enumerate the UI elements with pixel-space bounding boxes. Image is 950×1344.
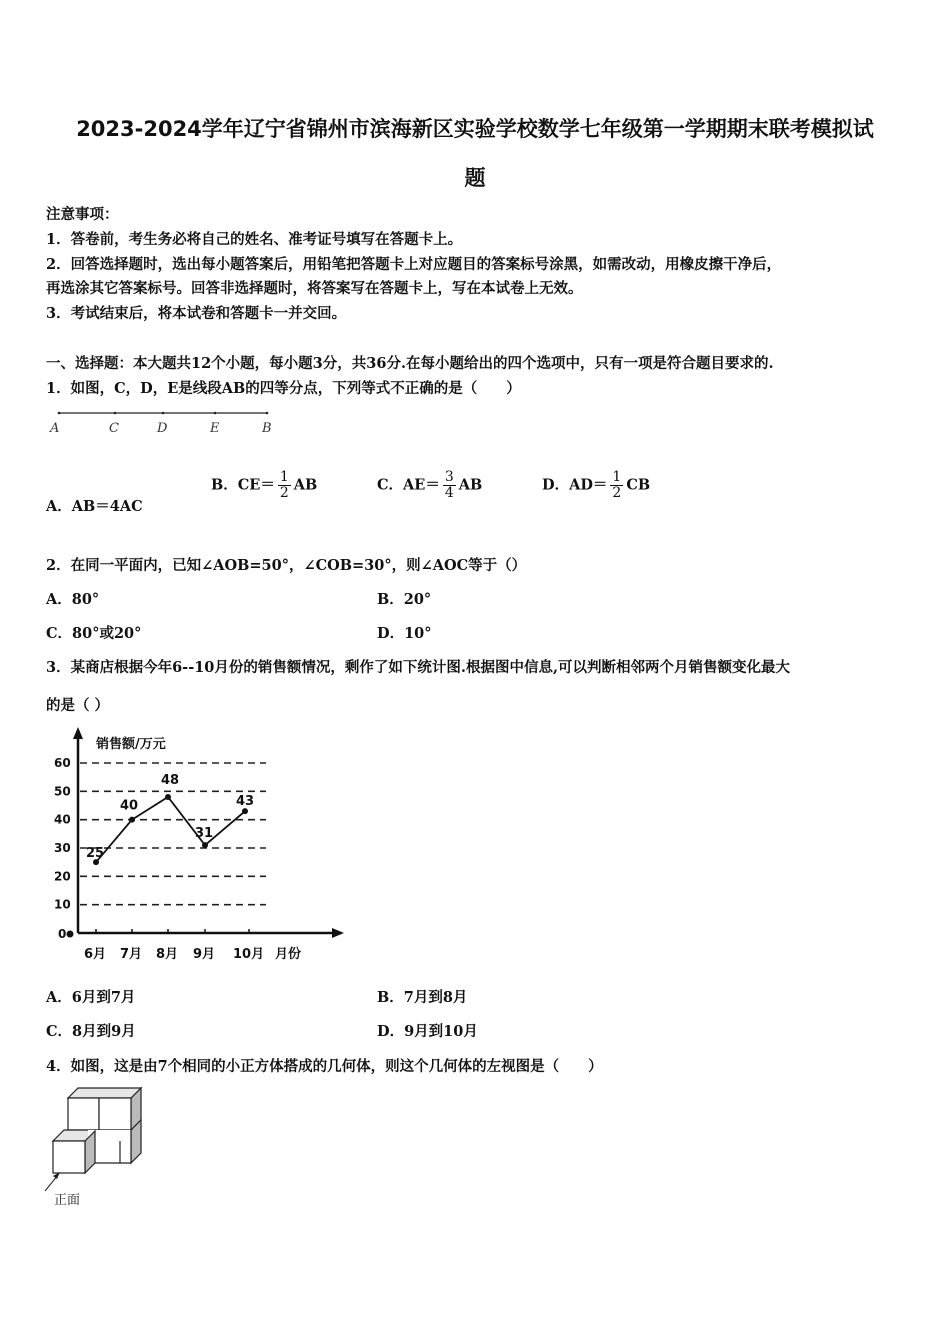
notice-item: 再选涂其它答案标号。回答非选择题时，将答案写在答题卡上，写在本试卷上无效。 bbox=[46, 280, 583, 297]
section-heading: 一、选择题：本大题共12个小题，每小题3分，共36分.在每小题给出的四个选项中，只有一项是符合题目要求的. bbox=[46, 355, 774, 372]
q1-option-b[interactable] bbox=[211, 470, 317, 501]
y-tick-label: 20 bbox=[54, 869, 71, 884]
question-3-stem-continued: 的是（ ） bbox=[46, 697, 110, 714]
page-title: 2023-2024学年辽宁省锦州市滨海新区实验学校数学七年级第一学期期末联考模拟试 bbox=[76, 117, 874, 141]
option-text: A．AB＝4AC bbox=[46, 498, 143, 515]
q2-option-b[interactable]: B．20° bbox=[377, 591, 432, 608]
x-tick-label: 6月 bbox=[84, 947, 107, 962]
point-label-b: B bbox=[262, 421, 272, 436]
x-tick-label: 9月 bbox=[193, 947, 216, 962]
question-4-stem: 4．如图，这是由7个相同的小正方体搭成的几何体，则这个几何体的左视图是（ ） bbox=[46, 1058, 603, 1075]
data-point bbox=[129, 817, 135, 823]
q1-option-d[interactable] bbox=[542, 470, 650, 501]
x-tick-label: 10月 bbox=[233, 947, 265, 962]
point-label-d: D bbox=[157, 421, 168, 436]
question-1-stem: 1．如图，C，D，E是线段AB的四等分点，下列等式不正确的是（ ） bbox=[46, 380, 521, 397]
y-tick-label: 40 bbox=[54, 812, 71, 827]
y-tick-label: 0 bbox=[58, 927, 67, 941]
fraction bbox=[610, 470, 623, 501]
point-label-c: C bbox=[109, 421, 119, 436]
series-line bbox=[96, 797, 245, 862]
fraction-numerator: 1 bbox=[612, 469, 622, 485]
line-segment-figure bbox=[44, 403, 284, 439]
fraction-numerator: 1 bbox=[279, 469, 289, 485]
notice-item: 2．回答选择题时，选出每小题答案后，用铅笔把答题卡上对应题目的答案标号涂黑，如需改动，用橡皮擦干净后， bbox=[46, 256, 782, 273]
q1-option-a[interactable] bbox=[46, 495, 143, 516]
front-label: 正面 bbox=[54, 1193, 81, 1208]
option-text: AB bbox=[293, 476, 318, 494]
q3-option-c[interactable]: C．8月到9月 bbox=[46, 1023, 136, 1040]
data-label: 43 bbox=[236, 794, 255, 810]
data-label: 31 bbox=[195, 826, 214, 842]
option-text: CB bbox=[626, 476, 651, 494]
sales-line-chart bbox=[44, 725, 354, 970]
y-tick-label: 50 bbox=[54, 784, 71, 799]
fraction bbox=[443, 470, 456, 501]
data-label: 40 bbox=[120, 798, 139, 814]
y-axis-arrow bbox=[73, 727, 83, 739]
x-tick-label: 7月 bbox=[120, 947, 143, 962]
y-tick-label: 10 bbox=[54, 897, 71, 912]
y-tick-label: 60 bbox=[54, 756, 71, 770]
q3-option-d[interactable]: D．9月到10月 bbox=[377, 1023, 478, 1040]
q2-option-c[interactable]: C．80°或20° bbox=[46, 625, 142, 642]
point-label-e: E bbox=[210, 421, 220, 436]
question-2-stem: 2．在同一平面内，已知∠AOB=50°，∠COB=30°，则∠AOC等于（） bbox=[46, 557, 527, 574]
q3-option-b[interactable]: B．7月到8月 bbox=[377, 989, 468, 1006]
q1-option-c[interactable] bbox=[377, 470, 482, 501]
x-tick-label: 8月 bbox=[156, 947, 179, 962]
fraction-denominator: 2 bbox=[612, 485, 622, 501]
fraction-denominator: 2 bbox=[279, 485, 289, 501]
notice-item: 1．答卷前，考生务必将自己的姓名、准考证号填写在答题卡上。 bbox=[46, 231, 463, 248]
x-axis-label: 月份 bbox=[275, 947, 302, 962]
option-text: B．CE＝ bbox=[211, 476, 275, 494]
fraction bbox=[278, 470, 291, 501]
x-axis-arrow bbox=[332, 928, 344, 938]
fraction-numerator: 3 bbox=[444, 469, 454, 485]
data-point bbox=[202, 842, 208, 848]
y-tick-label: 30 bbox=[54, 841, 71, 855]
data-point bbox=[165, 794, 171, 800]
page-title-continued: 题 bbox=[464, 166, 486, 190]
origin-dot bbox=[67, 931, 74, 938]
data-label: 25 bbox=[86, 846, 105, 862]
q3-option-a[interactable]: A．6月到7月 bbox=[46, 989, 136, 1006]
option-text: AB bbox=[458, 476, 483, 494]
question-3-stem: 3．某商店根据今年6--10月份的销售额情况，剩作了如下统计图.根据图中信息,可以判断相邻两个月销售额变化最大 bbox=[46, 659, 790, 676]
y-axis-label: 销售额/万元 bbox=[96, 737, 166, 752]
option-text: D．AD＝ bbox=[542, 476, 608, 494]
data-label: 48 bbox=[161, 773, 180, 788]
point-label-a: A bbox=[50, 421, 60, 436]
fraction-denominator: 4 bbox=[444, 485, 454, 501]
cube-solid-figure bbox=[40, 1083, 160, 1213]
notice-heading: 注意事项： bbox=[46, 206, 119, 223]
notice-item: 3．考试结束后，将本试卷和答题卡一并交回。 bbox=[46, 305, 347, 322]
q2-option-a[interactable]: A．80° bbox=[46, 591, 100, 608]
option-text: C．AE＝ bbox=[377, 476, 440, 494]
q2-option-d[interactable]: D．10° bbox=[377, 625, 432, 642]
